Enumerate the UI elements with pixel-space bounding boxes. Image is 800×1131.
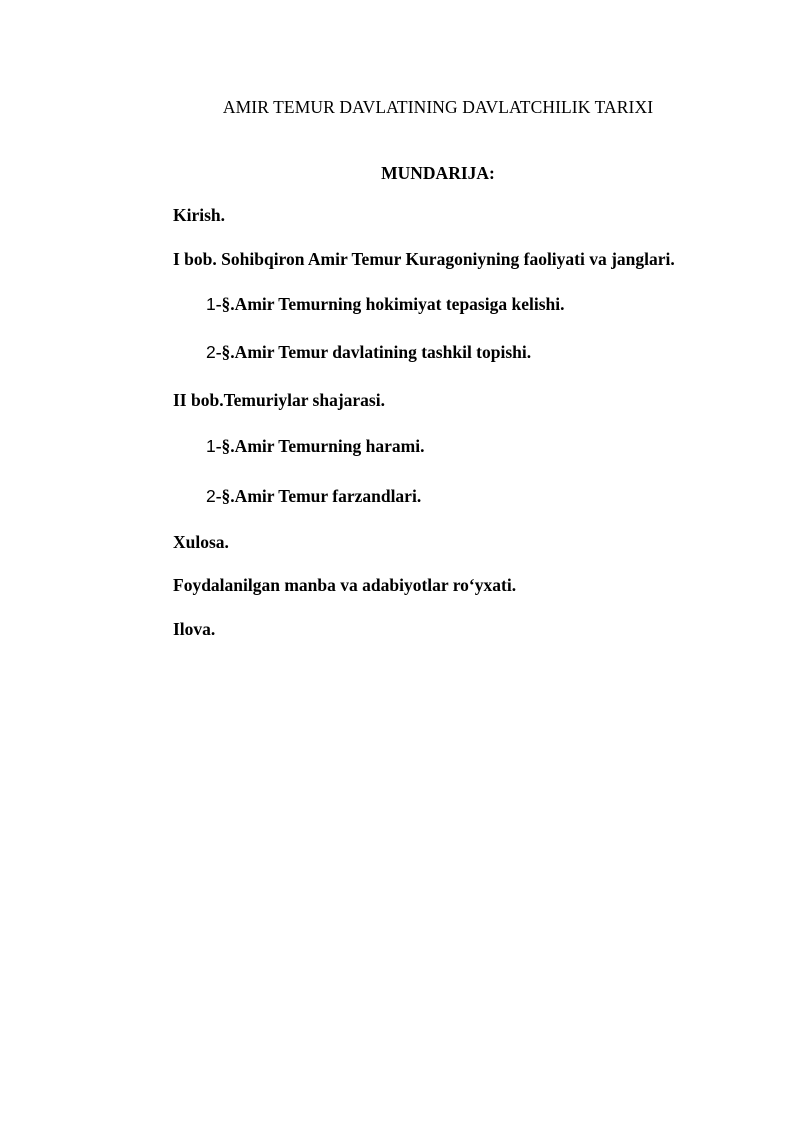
section-number: 1 [206,294,216,314]
section-number: 2 [206,342,216,362]
toc-item-chapter-2: II bob.Temuriylar shajarasi. [173,390,385,410]
toc-item-conclusion: Xulosa. [173,532,229,552]
toc-item-appendix: Ilova. [173,619,216,639]
section-number: 2 [206,486,216,506]
toc-item-chapter-2-section-1 [206,436,424,457]
section-number: 1 [206,436,216,456]
document-title: AMIR TEMUR DAVLATINING DAVLATCHILIK TARIXI [222,97,654,117]
section-title: -§.Amir Temur davlatining tashkil topishi. [215,342,532,362]
section-title: -§.Amir Temur farzandlari. [215,486,422,506]
toc-item-chapter-1: I bob. Sohibqiron Amir Temur Kuragoniyning faoliyati va janglari. [173,249,675,269]
section-title: -§.Amir Temurning hokimiyat tepasiga kelishi. [215,294,565,314]
section-title: -§.Amir Temurning harami. [215,436,425,456]
toc-item-chapter-2-section-2 [206,486,421,507]
toc-item-chapter-1-section-2 [206,342,531,363]
contents-heading: MUNDARIJA: [381,163,495,183]
toc-item-intro: Kirish. [173,205,226,225]
toc-item-chapter-1-section-1 [206,294,565,315]
toc-item-references: Foydalanilgan manba va adabiyotlar ro‘yxati. [173,575,517,595]
